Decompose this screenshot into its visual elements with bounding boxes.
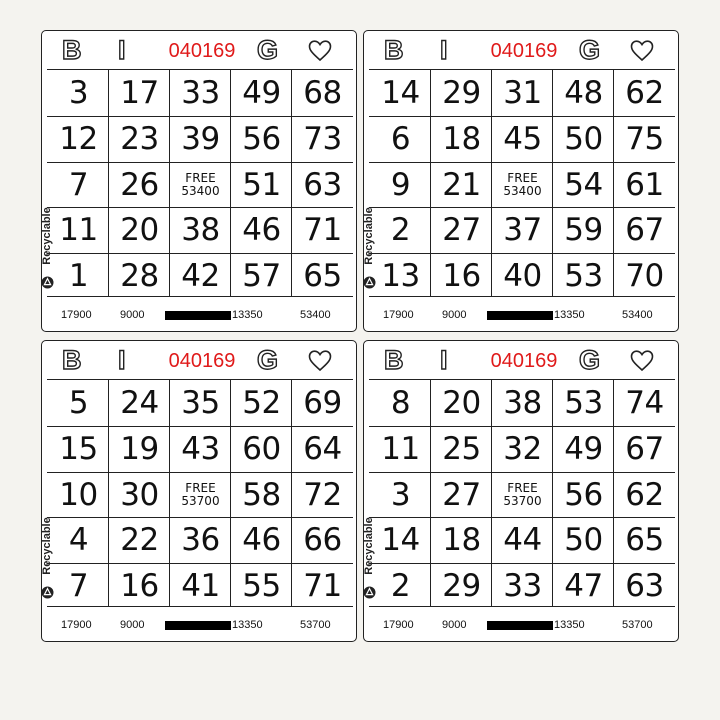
card-header [42, 341, 356, 379]
footer-code: 17900 [383, 619, 414, 631]
number-cell: 50 [564, 522, 603, 558]
number-cell: 30 [120, 477, 159, 513]
number-cell: 42 [181, 258, 220, 294]
number-cell: 2 [390, 568, 411, 604]
footer-code: 9000 [120, 309, 145, 321]
number-cell: 59 [564, 212, 603, 248]
card-header [42, 31, 356, 69]
serial-number: 040169 [490, 40, 558, 62]
number-cell: 25 [442, 431, 481, 467]
number-cell: 20 [442, 385, 481, 421]
number-cell: 49 [242, 75, 281, 111]
footer-code: 17900 [383, 309, 414, 321]
number-cell: 1 [68, 258, 89, 294]
footer-code: 13350 [554, 619, 585, 631]
number-cell: 9 [390, 167, 411, 203]
heart-icon [630, 350, 654, 372]
number-cell: 28 [120, 258, 159, 294]
header-letter-b: B [62, 35, 82, 65]
footer-code: 13350 [232, 619, 263, 631]
number-cell: 31 [503, 75, 542, 111]
number-cell: 71 [303, 212, 342, 248]
number-cell: 29 [442, 568, 481, 604]
number-cell: 52 [242, 385, 281, 421]
number-cell: 8 [390, 385, 411, 421]
number-cell: 65 [303, 258, 342, 294]
header-letter-i: I [118, 35, 126, 65]
number-cell: 12 [59, 121, 98, 157]
free-space-cell [170, 163, 231, 208]
number-cell: 11 [381, 431, 420, 467]
header-letter-i: I [440, 35, 448, 65]
number-cell: 29 [442, 75, 481, 111]
footer-code: 53400 [622, 309, 653, 321]
header-letter-g: G [579, 345, 601, 375]
free-label: FREE [507, 171, 538, 185]
number-cell: 71 [303, 568, 342, 604]
number-cell: 17 [120, 75, 159, 111]
recycle-icon [363, 276, 376, 289]
free-code: 53700 [181, 494, 220, 508]
number-cell: 35 [181, 385, 220, 421]
footer-bar [487, 311, 553, 320]
footer-bar [165, 621, 231, 630]
number-cell: 64 [303, 431, 342, 467]
recycle-icon [41, 276, 54, 289]
number-cell: 26 [120, 167, 159, 203]
number-cell: 21 [442, 167, 481, 203]
number-cell: 38 [181, 212, 220, 248]
number-cell: 16 [442, 258, 481, 294]
number-cell: 37 [503, 212, 542, 248]
number-cell: 18 [442, 121, 481, 157]
number-cell: 22 [120, 522, 159, 558]
header-letter-g: G [579, 35, 601, 65]
number-cell: 70 [625, 258, 664, 294]
footer-code: 9000 [120, 619, 145, 631]
footer-code: 13350 [554, 309, 585, 321]
number-cell: 45 [503, 121, 542, 157]
footer-code: 9000 [442, 619, 467, 631]
header-letter-b: B [384, 35, 404, 65]
number-cell: 33 [503, 568, 542, 604]
number-cell: 63 [625, 568, 664, 604]
number-cell: 10 [59, 477, 98, 513]
number-cell: 18 [442, 522, 481, 558]
footer-code: 53400 [300, 309, 331, 321]
footer-code: 53700 [300, 619, 331, 631]
number-cell: 7 [68, 568, 89, 604]
header-letter-g: G [257, 345, 279, 375]
number-grid [369, 379, 675, 607]
number-cell: 5 [68, 385, 89, 421]
number-cell: 11 [59, 212, 98, 248]
number-cell: 6 [390, 121, 411, 157]
recycle-icon [41, 586, 54, 599]
number-cell: 16 [120, 568, 159, 604]
number-cell: 72 [303, 477, 342, 513]
number-grid [47, 379, 353, 607]
bingo-card [41, 30, 357, 332]
serial-number: 040169 [168, 40, 236, 62]
number-cell: 69 [303, 385, 342, 421]
heart-icon [630, 40, 654, 62]
header-letter-g: G [257, 35, 279, 65]
number-cell: 7 [68, 167, 89, 203]
serial-number: 040169 [168, 350, 236, 372]
number-cell: 46 [242, 212, 281, 248]
card-header [364, 341, 678, 379]
number-cell: 43 [181, 431, 220, 467]
serial-number: 040169 [490, 350, 558, 372]
free-label: FREE [185, 481, 216, 495]
number-cell: 20 [120, 212, 159, 248]
recyclable-tag [40, 199, 56, 291]
number-cell: 67 [625, 431, 664, 467]
card-header [364, 31, 678, 69]
card-footer [42, 299, 356, 329]
number-cell: 3 [390, 477, 411, 513]
bingo-card [363, 30, 679, 332]
number-grid [47, 69, 353, 297]
number-cell: 46 [242, 522, 281, 558]
free-code: 53400 [503, 184, 542, 198]
header-letter-i: I [440, 345, 448, 375]
free-space-cell [492, 473, 553, 518]
footer-code: 13350 [232, 309, 263, 321]
free-space-cell [492, 163, 553, 208]
number-cell: 19 [120, 431, 159, 467]
recyclable-tag [362, 199, 378, 291]
number-cell: 24 [120, 385, 159, 421]
number-cell: 56 [564, 477, 603, 513]
free-label: FREE [507, 481, 538, 495]
number-cell: 62 [625, 75, 664, 111]
recyclable-tag [40, 509, 56, 601]
number-cell: 66 [303, 522, 342, 558]
number-cell: 38 [503, 385, 542, 421]
number-cell: 55 [242, 568, 281, 604]
number-cell: 3 [68, 75, 89, 111]
number-cell: 27 [442, 477, 481, 513]
number-cell: 68 [303, 75, 342, 111]
number-cell: 41 [181, 568, 220, 604]
footer-code: 9000 [442, 309, 467, 321]
number-cell: 39 [181, 121, 220, 157]
card-footer [364, 609, 678, 639]
card-footer [364, 299, 678, 329]
number-cell: 15 [59, 431, 98, 467]
footer-code: 17900 [61, 309, 92, 321]
number-cell: 2 [390, 212, 411, 248]
recyclable-tag [362, 509, 378, 601]
number-cell: 33 [181, 75, 220, 111]
number-cell: 53 [564, 385, 603, 421]
number-cell: 73 [303, 121, 342, 157]
recyclable-label: Recyclable [41, 517, 53, 575]
number-cell: 14 [381, 522, 420, 558]
bingo-card [363, 340, 679, 642]
number-cell: 48 [564, 75, 603, 111]
card-footer [42, 609, 356, 639]
number-grid [369, 69, 675, 297]
footer-bar [487, 621, 553, 630]
header-letter-b: B [62, 345, 82, 375]
number-cell: 65 [625, 522, 664, 558]
footer-code: 53700 [622, 619, 653, 631]
number-cell: 61 [625, 167, 664, 203]
recyclable-label: Recyclable [41, 207, 53, 265]
number-cell: 49 [564, 431, 603, 467]
number-cell: 58 [242, 477, 281, 513]
number-cell: 74 [625, 385, 664, 421]
number-cell: 36 [181, 522, 220, 558]
number-cell: 57 [242, 258, 281, 294]
header-letter-b: B [384, 345, 404, 375]
header-letter-i: I [118, 345, 126, 375]
number-cell: 50 [564, 121, 603, 157]
free-label: FREE [185, 171, 216, 185]
number-cell: 44 [503, 522, 542, 558]
heart-icon [308, 350, 332, 372]
number-cell: 62 [625, 477, 664, 513]
number-cell: 63 [303, 167, 342, 203]
number-cell: 32 [503, 431, 542, 467]
number-cell: 27 [442, 212, 481, 248]
number-cell: 51 [242, 167, 281, 203]
number-cell: 40 [503, 258, 542, 294]
number-cell: 47 [564, 568, 603, 604]
number-cell: 14 [381, 75, 420, 111]
number-cell: 56 [242, 121, 281, 157]
number-cell: 60 [242, 431, 281, 467]
heart-icon [308, 40, 332, 62]
free-code: 53400 [181, 184, 220, 198]
number-cell: 4 [68, 522, 89, 558]
free-space-cell [170, 473, 231, 518]
bingo-card [41, 340, 357, 642]
recycle-icon [363, 586, 376, 599]
footer-bar [165, 311, 231, 320]
recyclable-label: Recyclable [363, 207, 375, 265]
number-cell: 13 [381, 258, 420, 294]
footer-code: 17900 [61, 619, 92, 631]
number-cell: 75 [625, 121, 664, 157]
number-cell: 23 [120, 121, 159, 157]
recyclable-label: Recyclable [363, 517, 375, 575]
number-cell: 53 [564, 258, 603, 294]
number-cell: 67 [625, 212, 664, 248]
free-code: 53700 [503, 494, 542, 508]
number-cell: 54 [564, 167, 603, 203]
